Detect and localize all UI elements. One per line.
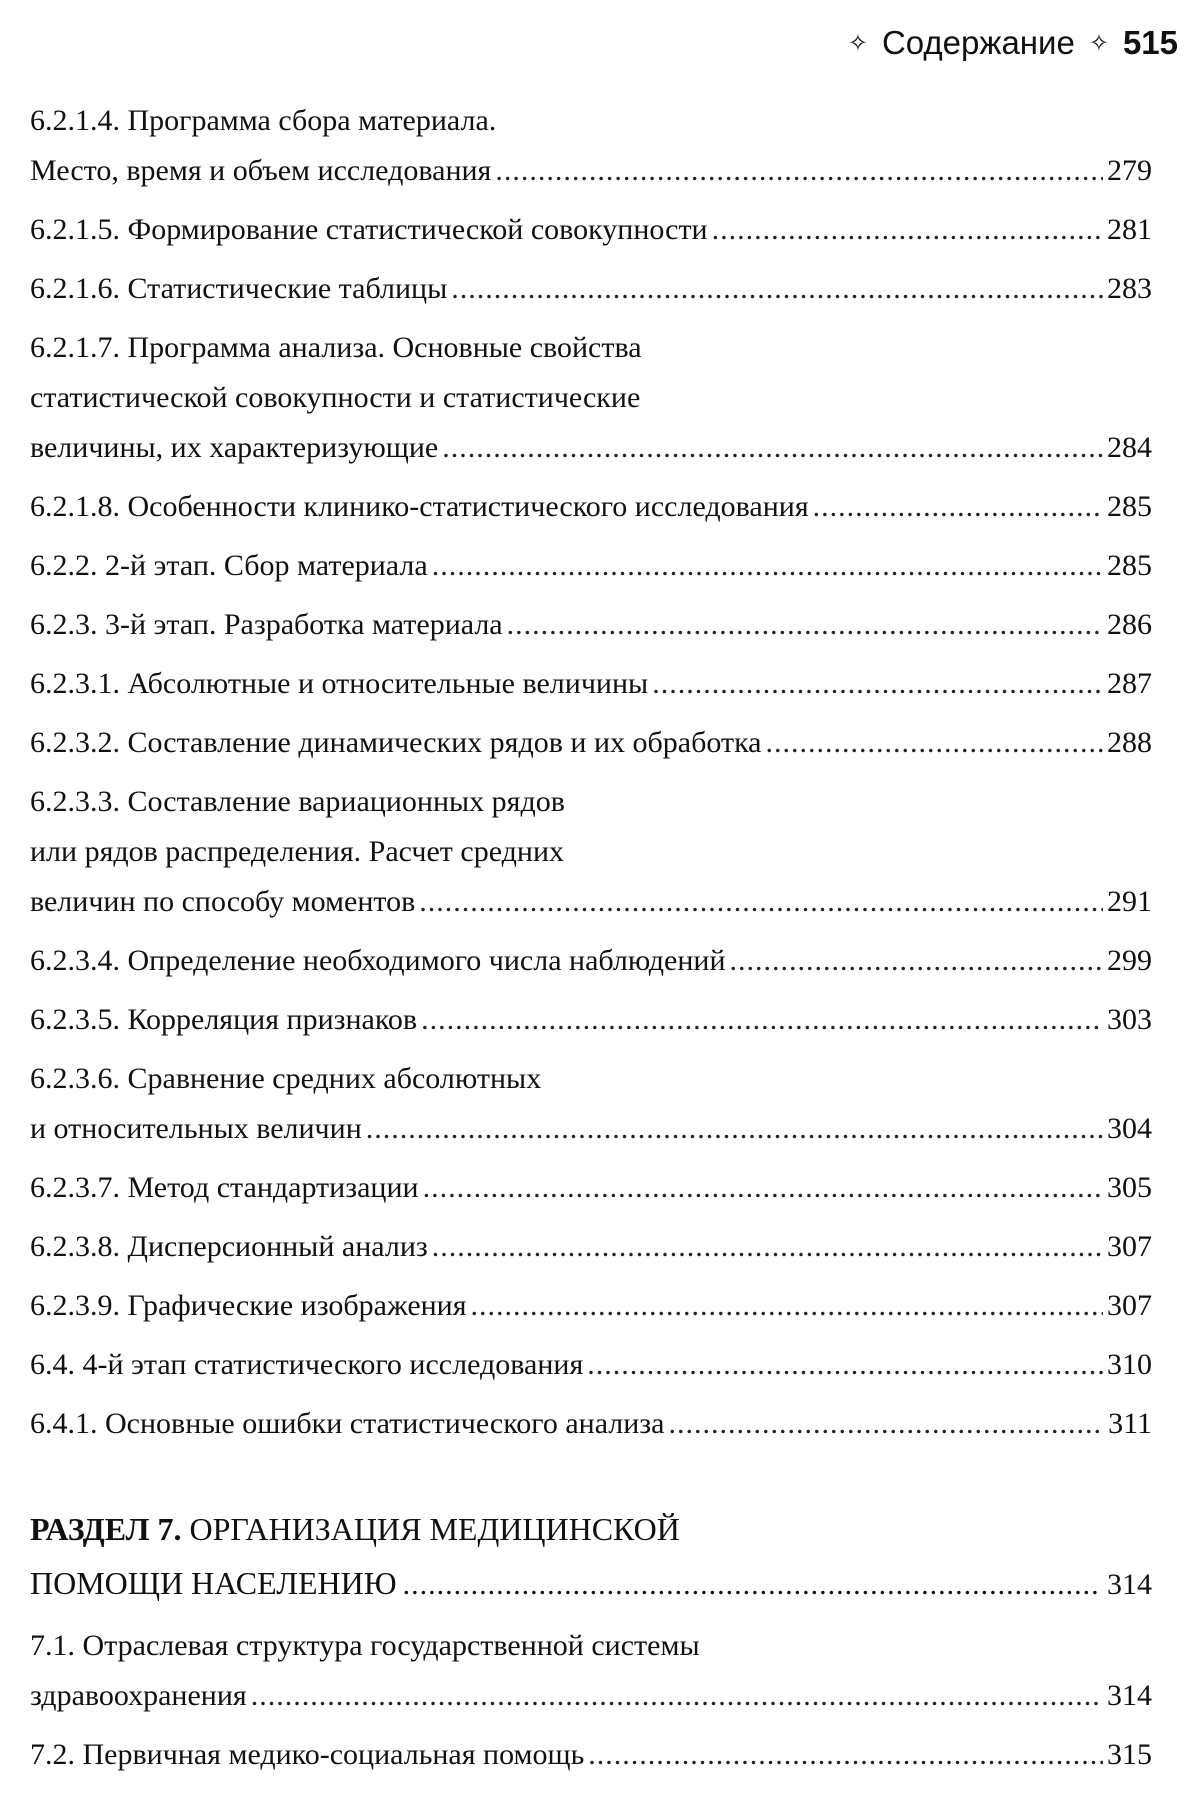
- dot-leader: [419, 877, 1103, 927]
- section-heading[interactable]: [30, 1502, 1152, 1612]
- diamond-ornament-icon: ✧: [847, 29, 868, 57]
- toc-entry-last-line: [30, 423, 1152, 473]
- section-heading-line: [30, 1502, 1152, 1556]
- dot-leader: [451, 264, 1103, 314]
- dot-leader: [588, 1730, 1103, 1780]
- dot-leader: [471, 1281, 1103, 1331]
- toc-entry-title: 6.2.3.1. Абсолютные и относительные величины: [30, 667, 649, 700]
- toc-entry-last-line: [30, 1222, 1152, 1272]
- dot-leader: [403, 1558, 1101, 1612]
- toc-page-number: 307: [1107, 1230, 1152, 1263]
- toc-entry-last-line: [30, 264, 1152, 314]
- toc-entry-title: 6.2.3.2. Составление динамических рядов и их обработка: [30, 726, 762, 759]
- toc-entry-title: 6.4.1. Основные ошибки статистического анализа: [30, 1407, 665, 1440]
- dot-leader: [668, 1399, 1104, 1449]
- dot-leader: [442, 423, 1103, 473]
- header-page-number: 515: [1122, 24, 1178, 61]
- toc-page-number: 291: [1107, 885, 1152, 918]
- toc-entry-last-line: [30, 936, 1152, 986]
- toc-page-number: 287: [1107, 667, 1152, 700]
- toc-entry-last-line: [30, 1163, 1152, 1213]
- dot-leader: [432, 1222, 1103, 1272]
- toc-entry-line: 6.2.1.4. Программа сбора материала.: [30, 104, 497, 137]
- toc-page-number: 279: [1107, 154, 1152, 187]
- toc-entry-last-line: [30, 205, 1152, 255]
- dot-leader: [652, 659, 1103, 709]
- toc-entry-line: 7.1. Отраслевая структура государственной системы: [30, 1629, 700, 1662]
- toc-page-number: 310: [1107, 1348, 1152, 1381]
- dot-leader: [251, 1671, 1103, 1721]
- toc-entry-line: 6.2.3.6. Сравнение средних абсолютных: [30, 1062, 542, 1095]
- toc-entry[interactable]: [30, 659, 1152, 709]
- toc-entry-last-line: [30, 482, 1152, 532]
- running-header: [848, 24, 1178, 62]
- toc-entry[interactable]: [30, 1222, 1152, 1272]
- toc-page-number: 281: [1107, 213, 1152, 246]
- toc-page-number: 305: [1107, 1171, 1152, 1204]
- toc-page-number: 311: [1108, 1407, 1152, 1440]
- dot-leader: [813, 482, 1103, 532]
- toc-entry-line: 6.2.1.7. Программа анализа. Основные свойства: [30, 331, 642, 364]
- toc-page-number: 304: [1107, 1112, 1152, 1145]
- toc-page-number: 303: [1107, 1003, 1152, 1036]
- section-title-line-1: ОРГАНИЗАЦИЯ МЕДИЦИНСКОЙ: [189, 1511, 680, 1547]
- toc-entry[interactable]: [30, 541, 1152, 591]
- toc-entry-title: 6.4. 4-й этап статистического исследования: [30, 1348, 584, 1381]
- toc-entry[interactable]: [30, 718, 1152, 768]
- toc-entry[interactable]: [30, 1281, 1152, 1331]
- toc-entry-last-line: [30, 1104, 1152, 1154]
- section-label: РАЗДЕЛ 7.: [30, 1511, 182, 1547]
- toc-entry-last-line: [30, 1730, 1152, 1780]
- dot-leader: [507, 600, 1103, 650]
- toc-page-number: 284: [1107, 431, 1152, 464]
- section-heading-last-line: [30, 1556, 1152, 1612]
- toc-entry[interactable]: [30, 323, 1152, 473]
- dot-leader: [432, 541, 1103, 591]
- toc-entry-last-line: [30, 1281, 1152, 1331]
- toc-entry[interactable]: [30, 205, 1152, 255]
- toc-entry-title: 6.2.2. 2-й этап. Сбор материала: [30, 549, 428, 582]
- toc-entry-title: величин по способу моментов: [30, 885, 416, 918]
- toc-entry-title: 6.2.1.5. Формирование статистической совокупности: [30, 213, 708, 246]
- toc-entry-last-line: [30, 146, 1152, 196]
- toc-entry[interactable]: [30, 1340, 1152, 1390]
- dot-leader: [495, 146, 1103, 196]
- toc-entry-line: статистической совокупности и статистические: [30, 381, 641, 414]
- toc-entry-title: 6.2.1.8. Особенности клинико-статистического исследования: [30, 490, 809, 523]
- toc-entry-title: 6.2.1.6. Статистические таблицы: [30, 272, 448, 305]
- dot-leader: [730, 936, 1103, 986]
- toc-entry[interactable]: [30, 1730, 1152, 1780]
- toc-entry[interactable]: [30, 777, 1152, 927]
- toc-entry[interactable]: [30, 1399, 1152, 1449]
- toc-entry-last-line: [30, 541, 1152, 591]
- toc-entry[interactable]: [30, 600, 1152, 650]
- toc-entry-last-line: [30, 600, 1152, 650]
- dot-leader: [587, 1340, 1103, 1390]
- toc-entry-last-line: [30, 1399, 1152, 1449]
- toc-entry[interactable]: [30, 482, 1152, 532]
- toc-entry-last-line: [30, 718, 1152, 768]
- toc-page-number: 288: [1107, 726, 1152, 759]
- toc-entry-title: и относительных величин: [30, 1112, 362, 1145]
- toc-entry-last-line: [30, 659, 1152, 709]
- toc-entry-title: 6.2.3.9. Графические изображения: [30, 1289, 467, 1322]
- toc-entry-title: 7.2. Первичная медико-социальная помощь: [30, 1738, 585, 1771]
- dot-leader: [421, 995, 1103, 1045]
- toc-page-number: 285: [1107, 490, 1152, 523]
- toc-entry-last-line: [30, 995, 1152, 1045]
- toc-entry-title: 6.2.3.5. Корреляция признаков: [30, 1003, 418, 1036]
- dot-leader: [712, 205, 1103, 255]
- dot-leader: [766, 718, 1104, 768]
- toc-entry-last-line: [30, 877, 1152, 927]
- toc-entry-line: или рядов распределения. Расчет средних: [30, 835, 565, 868]
- header-title: Содержание: [881, 24, 1075, 61]
- toc-entry-title: 6.2.3.8. Дисперсионный анализ: [30, 1230, 428, 1263]
- toc-page-number: 286: [1107, 608, 1152, 641]
- toc-page-number: 285: [1107, 549, 1152, 582]
- toc-entries: [30, 96, 1152, 1449]
- toc-entry-title: 6.2.3.7. Метод стандартизации: [30, 1171, 419, 1204]
- diamond-ornament-icon: ✧: [1088, 29, 1109, 57]
- dot-leader: [366, 1104, 1103, 1154]
- toc-page-number: 299: [1107, 944, 1152, 977]
- section-page-number: 314: [1107, 1568, 1152, 1601]
- toc-entry[interactable]: [30, 995, 1152, 1045]
- toc-entry-title: величины, их характеризующие: [30, 431, 439, 464]
- toc-entry-last-line: [30, 1340, 1152, 1390]
- toc-entry[interactable]: [30, 1054, 1152, 1154]
- toc-entry[interactable]: [30, 1163, 1152, 1213]
- toc-entry-title: 6.2.3. 3-й этап. Разработка материала: [30, 608, 503, 641]
- toc-page-number: 315: [1107, 1738, 1152, 1771]
- toc-entry[interactable]: [30, 264, 1152, 314]
- toc-entry[interactable]: [30, 1621, 1152, 1721]
- toc-entry[interactable]: [30, 96, 1152, 196]
- section-entries: [30, 1621, 1152, 1780]
- toc-entry-last-line: [30, 1671, 1152, 1721]
- toc-entry-line: 6.2.3.3. Составление вариационных рядов: [30, 785, 565, 818]
- toc-entry-title: здравоохранения: [30, 1679, 247, 1712]
- dot-leader: [423, 1163, 1103, 1213]
- toc-page-number: 307: [1107, 1289, 1152, 1322]
- toc-entry[interactable]: [30, 936, 1152, 986]
- toc-entry-title: 6.2.3.4. Определение необходимого числа наблюдений: [30, 944, 726, 977]
- toc-entry-title: Место, время и объем исследования: [30, 154, 492, 187]
- toc-page-number: 283: [1107, 272, 1152, 305]
- section-title-line-2: ПОМОЩИ НАСЕЛЕНИЮ: [30, 1565, 397, 1601]
- toc-page-number: 314: [1107, 1679, 1152, 1712]
- section-gap: [30, 1458, 1152, 1502]
- table-of-contents: [30, 96, 1152, 1789]
